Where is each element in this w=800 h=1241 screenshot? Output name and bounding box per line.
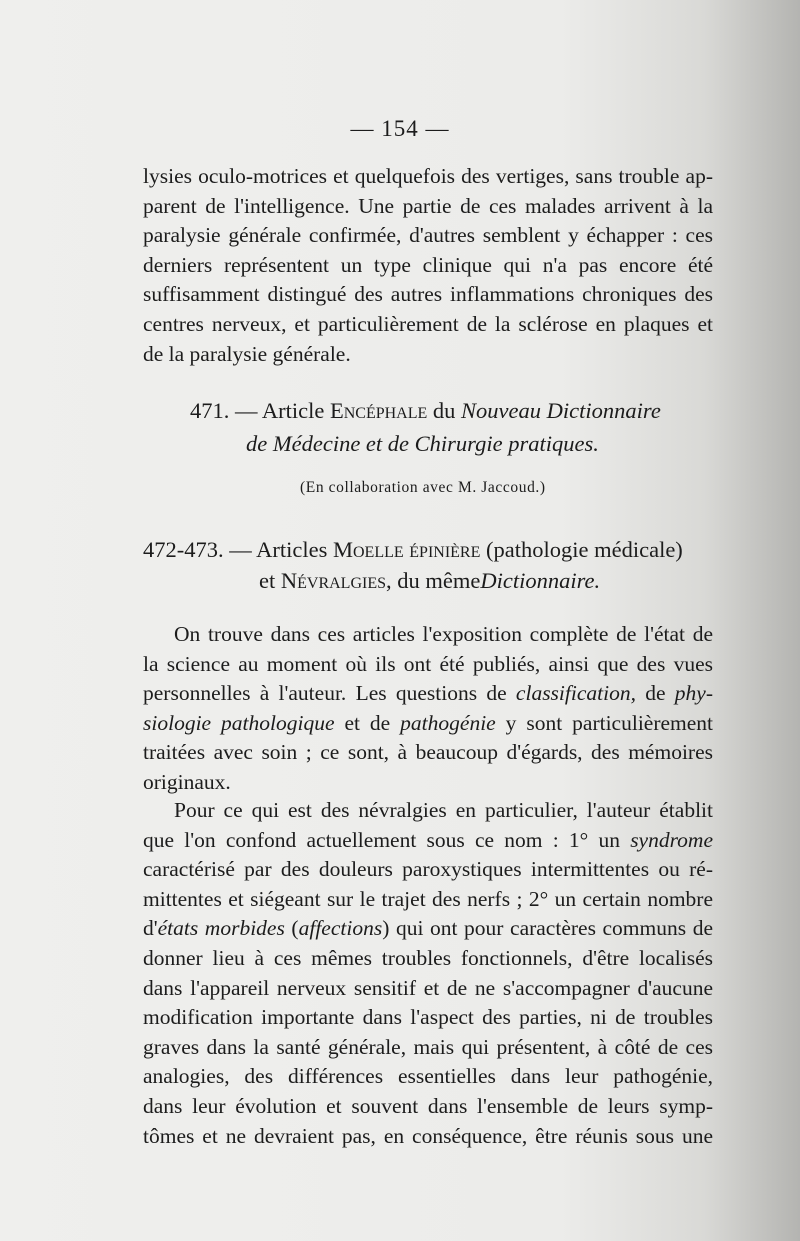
article-label: Article: [261, 398, 325, 423]
text-line: caractérisé par des douleurs paroxystiques intermittentes ou ré-: [143, 857, 713, 882]
text-line: analogies, des différences essentielles dans leur pathogénie,: [143, 1064, 713, 1089]
intro-paragraph: [143, 162, 713, 369]
text-line: Pour ce qui est des névralgies en particulier, l'auteur établit: [174, 798, 713, 822]
dictionary-title: Nouveau Dictionnaire: [461, 398, 661, 423]
article-qualifier: (pathologie médicale): [486, 537, 683, 562]
text-line: mittentes et siégeant sur le trajet des nerfs ; 2° un certain nombre: [143, 886, 713, 911]
article-471-heading-line-1: [190, 398, 661, 424]
dictionary-title: Dictionnaire.: [480, 568, 601, 593]
dictionary-title: de Médecine et de Chirurgie pratiques.: [246, 431, 599, 456]
article-number: 471.: [190, 398, 230, 423]
text-line: lysies oculo-motrices et quelquefois des vertiges, sans trouble ap-: [143, 164, 713, 188]
text-line: d'états morbides (affections) qui ont pour caractères communs de: [143, 916, 713, 941]
page-number: — 154 —: [350, 116, 450, 141]
text-line: parent de l'intelligence. Une partie de ces malades arrivent à la: [143, 193, 713, 218]
article-471-heading-line-2: [246, 431, 599, 457]
text-line: personnelles à l'auteur. Les questions de classification, de phy-: [143, 681, 713, 706]
text-line: centres nerveux, et particulièrement de la sclérose en plaques et: [143, 311, 713, 336]
preposition: du même: [397, 568, 481, 593]
body-paragraph-1: [143, 620, 713, 798]
text-line: originaux.: [143, 769, 231, 794]
text-line: graves dans la santé générale, mais qui présentent, à côté de ces: [143, 1034, 713, 1059]
article-subject: Encéphale: [329, 398, 428, 423]
text-line: traitées avec soin ; ce sont, à beaucoup d'égards, des mémoires: [143, 740, 713, 765]
body-paragraph-2: [143, 796, 713, 1151]
article-472-heading-line-1: [143, 537, 683, 563]
text-line: de la paralysie générale.: [143, 341, 351, 366]
article-number: 472-473.: [143, 537, 224, 562]
preposition: du: [432, 398, 456, 423]
text-line: dans l'appareil nerveux sensitif et de ne s'accompagner d'aucune: [143, 975, 713, 1000]
text-line: On trouve dans ces articles l'exposition complète de l'état de: [174, 622, 713, 646]
text-line: tômes et ne devraient pas, en conséquence, être réunis sous une: [143, 1123, 713, 1148]
dash: —: [235, 398, 258, 423]
text-line: la science au moment où ils ont été publiés, ainsi que des vues: [143, 651, 713, 676]
text-line: paralysie générale confirmée, d'autres semblent y échapper : ces: [143, 223, 713, 248]
article-subject: Moelle épinière: [333, 537, 481, 562]
text-line: derniers représentent un type clinique qui n'a pas encore été: [143, 252, 713, 277]
dash: —: [229, 537, 252, 562]
collaboration-note: (En collaboration avec M. Jaccoud.): [300, 479, 546, 496]
article-subject: Névralgies,: [280, 568, 392, 593]
text-line: donner lieu à ces mêmes troubles fonctionnels, d'être localisés: [143, 945, 713, 970]
conjunction: et: [259, 568, 276, 593]
text-line: suffisamment distingué des autres inflammations chroniques des: [143, 282, 713, 307]
text-line: dans leur évolution et souvent dans l'ensemble de leurs symp-: [143, 1093, 713, 1118]
text-line: modification importante dans l'aspect des parties, ni de troubles: [143, 1005, 713, 1030]
article-472-heading-line-2: [259, 568, 600, 594]
text-line: que l'on confond actuellement sous ce nom : 1° un syndrome: [143, 827, 713, 852]
article-label: Articles: [256, 537, 328, 562]
text-line: siologie pathologique et de pathogénie y sont particulièrement: [143, 710, 714, 735]
